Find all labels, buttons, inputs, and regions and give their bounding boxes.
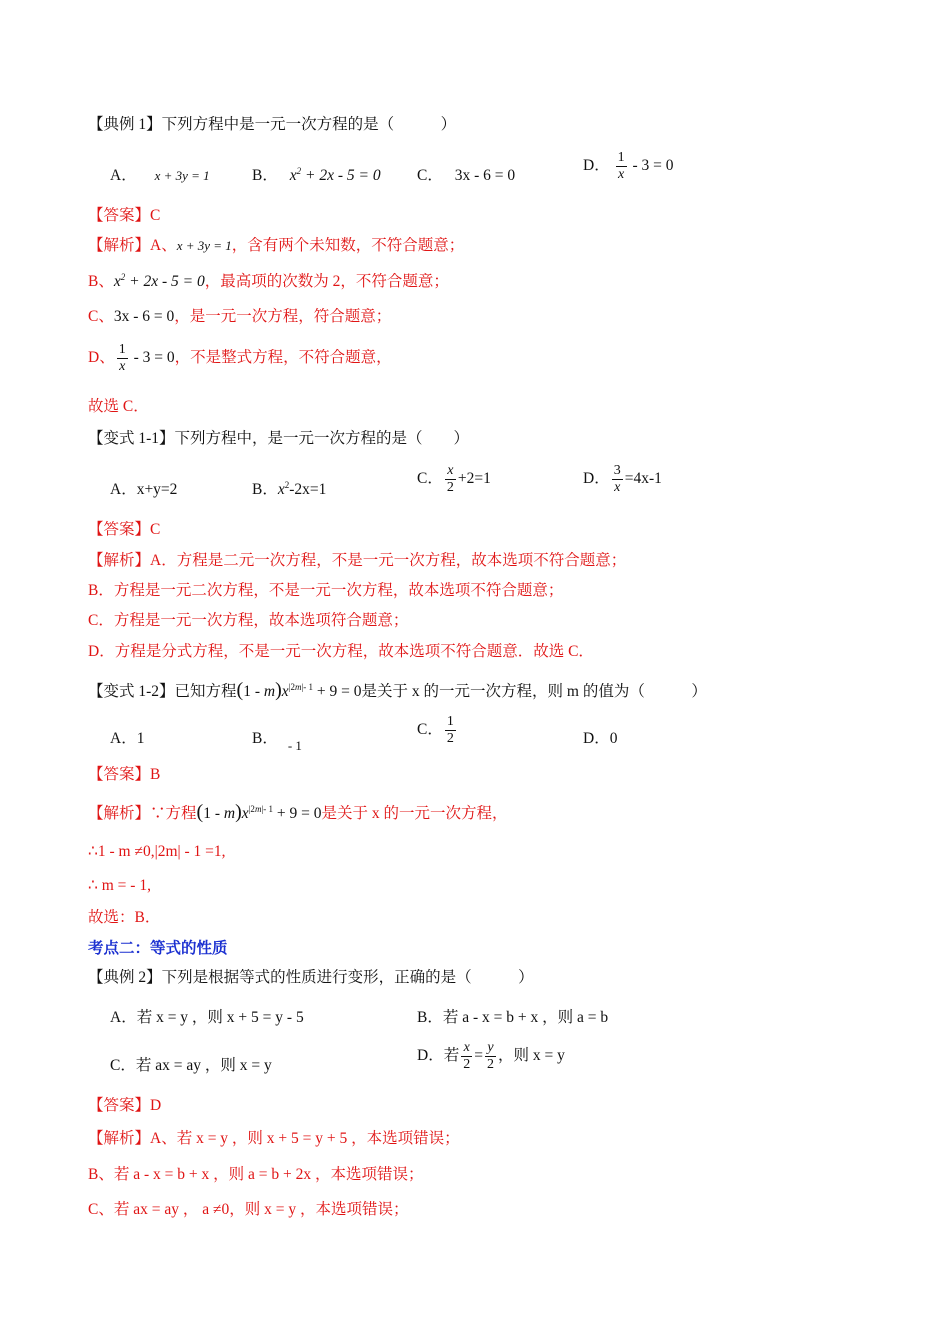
variant11-option-d: D． $\frac{3}{x}$ =4x-1 xyxy=(583,463,662,496)
example2-option-b: B．若 a - x = b + x ，则 a = b xyxy=(417,1009,609,1026)
example1-question: 【典例 1】下列方程中是一元一次方程的是（ ） xyxy=(88,116,457,133)
example1-conclusion: 故选 C． xyxy=(88,398,149,415)
example2-question: 【典例 2】下列是根据等式的性质进行变形，正确的是（ ） xyxy=(88,969,534,986)
variant11-explanation-line: 【解析】A．方程是二元一次方程，不是一元一次方程，故本选项不符合题意； xyxy=(88,552,627,569)
variant12-explanation: 【解析】∵方程$(1 - m)x^{|2m|- 1} + 9 = 0$是关于 x 的一元一次方程， xyxy=(88,801,508,823)
option-label: A． xyxy=(110,167,137,184)
option-math: $x^2 + 2x - 5 = 0$ xyxy=(289,165,381,184)
example1-option-d xyxy=(583,150,673,183)
example1-explanation-b: B、$x^2 + 2x - 5 = 0$，最高项的次数为 2，不符合题意； xyxy=(88,272,449,291)
example1-option-a xyxy=(110,163,210,185)
example1-explanation-a: 【解析】A、x + 3y = 1，含有两个未知数，不符合题意； xyxy=(88,237,465,254)
variant12-therefore-2: ∴ m = - 1, xyxy=(88,877,151,894)
variant12-option-b: B． $_{- 1}$ xyxy=(252,730,302,753)
variant11-explanation-line: B．方程是一元二次方程，不是一元一次方程，故本选项不符合题意； xyxy=(88,582,564,599)
example2-option-d: D．若 $\frac{x}{2}$ = $\frac{y}{2}$ ，则 x = y xyxy=(417,1040,565,1073)
example1-option-b xyxy=(252,163,381,185)
variant11-option-c: C． $\frac{x}{2}$ +2=1 xyxy=(417,463,491,496)
option-label: C． xyxy=(417,167,443,184)
example1-explanation-d: D、 $\frac{1}{x}$ - 3 = 0，不是整式方程，不符合题意， xyxy=(88,342,392,375)
example2-explanation-a: 【解析】A、若 x = y ，则 x + 5 = y + 5 ，本选项错误； xyxy=(88,1130,460,1147)
example1-explanation-c: C、3x - 6 = 0，是一元一次方程，符合题意； xyxy=(88,308,392,325)
example1-option-c xyxy=(417,163,515,185)
section-heading: 考点二：等式的性质 xyxy=(88,940,228,957)
example2-explanation-c: C、若 ax = ay ， a ≠0，则 x = y ，本选项错误； xyxy=(88,1201,409,1218)
variant11-option-b: B．$x^2-2x=1$ xyxy=(252,479,327,498)
variant11-question: 【变式 1-1】下列方程中，是一元一次方程的是（ ） xyxy=(88,430,470,447)
variant12-option-c: C． $\frac{1}{2}$ xyxy=(417,714,454,747)
variant12-conclusion: 故选：B． xyxy=(88,909,161,926)
example1-answer: 【答案】C xyxy=(88,207,161,224)
variant11-explanation-line: C．方程是一元一次方程，故本选项符合题意； xyxy=(88,612,409,629)
variant12-option-d: D．0 xyxy=(583,730,618,747)
example2-option-c: C．若 ax = ay ，则 x = y xyxy=(110,1057,272,1074)
option-label: B． xyxy=(252,167,278,184)
example2-explanation-b: B、若 a - x = b + x ，则 a = b + 2x ，本选项错误； xyxy=(88,1166,424,1183)
variant12-option-a: A．1 xyxy=(110,730,145,747)
variant11-answer: 【答案】C xyxy=(88,521,161,538)
fraction: $\frac{1}{x}$ xyxy=(617,150,625,183)
example2-answer: 【答案】D xyxy=(88,1097,162,1114)
variant12-question: 【变式 1-2】已知方程$(1 - m)x^{|2m|- 1} + 9 = 0$是关于 x 的一元一次方程，则 m 的值为（ ） xyxy=(88,679,707,701)
variant11-option-a: A．x+y=2 xyxy=(110,481,178,498)
variant11-explanation-line: D．方程是分式方程，不是一元一次方程，故本选项不符合题意．故选 C． xyxy=(88,643,594,660)
variant12-therefore-1: ∴1 - m ≠0,|2m| - 1 =1, xyxy=(88,843,226,860)
option-math: - 3 = 0 xyxy=(628,157,674,175)
option-label: D． xyxy=(583,157,610,175)
option-math: 3x - 6 = 0 xyxy=(454,167,516,184)
variant12-answer: 【答案】B xyxy=(88,766,161,783)
example2-option-a: A．若 x = y ，则 x + 5 = y - 5 xyxy=(110,1009,304,1026)
option-math: x + 3y = 1 xyxy=(154,168,210,183)
